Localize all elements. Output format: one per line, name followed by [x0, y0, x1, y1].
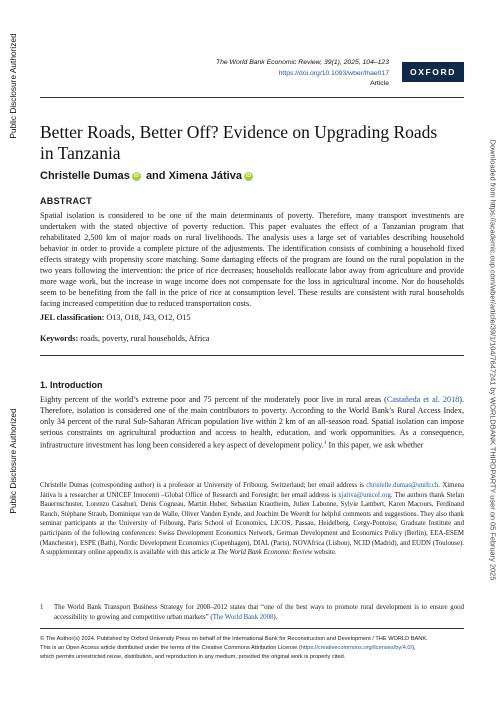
footer-rule	[40, 628, 464, 629]
footnote	[40, 603, 464, 622]
doi-link[interactable]: https://doi.org/10.1093/wber/lhae017	[278, 69, 389, 77]
right-margin	[482, 0, 504, 720]
download-notice: Downloaded from https://academic.oup.com/wber/article/39/1/104/7647241 by WORLDBANK THIRDPARTY user on 05 February 2025	[488, 139, 498, 581]
left-margin	[0, 0, 26, 720]
section-heading-introduction: 1. Introduction	[40, 380, 103, 390]
author-dumas[interactable]: Christelle Dumas	[40, 170, 130, 182]
jel-label: JEL classification:	[40, 313, 105, 322]
license-notice	[40, 635, 464, 662]
footnote-text-block	[40, 603, 464, 622]
note-text: . The authors thank Stefan Bauernschuster, Lorenzo Casaburi, Denis Cogneau, Martin Huber, Sebastian Krautheim, Julien Labonne, Sylvie Lambert, Karen Macours, Ferdinand Rauch, Stéphane Straub, Dominique van de Walle, Oliver Vanden Eynde, and Joachim De Weerdt for helpful comments and suggestions. They also thank seminar participants at the University of Fribourg, Paris School of Economics, LICOS, Passau, Heidelberg, Cergy-Pontoise, Graduate Institute and participants of the following conferences: Swiss Development Economics Network, German Development and Economics Policy (Berlin), EEA-ESEM (Manchester), ESPE (Bath), Nordic Development Economics (Copenhagen), DIAL (Paris), NOVAfrica (Lisbon), NCID (Madrid), and EUDN (Toulouse). A supplementary online appendix is available with this article at	[40, 491, 464, 557]
intro-text: ). Therefore, isolation is considered one of the main contributors to poverty. According to the World Bank’s Rural Access Index, only 34 percent of the rural Sub-Saharan African population live within 2 km of an all-season road. Spatial isolation can impose serious constraints on agricultural production and access to health, education, and work opportunities. As a consequence, infrastructure investment has long been considered a key aspect of development policy.	[40, 395, 464, 450]
journal-citation: The World Bank Economic Review, 39(1), 2025, 104–123	[215, 59, 389, 66]
intro-text: Eighty percent of the world’s extreme poor and 75 percent of the moderately poor live in rural areas (	[40, 395, 387, 404]
email-link[interactable]: christelle.dumas@unifr.ch	[366, 482, 439, 489]
footnote-number: 1	[40, 604, 44, 611]
citation-link[interactable]: Castañeda et al. 2018	[386, 395, 460, 404]
orcid-icon[interactable]: iD	[245, 173, 251, 179]
footnote-marker[interactable]: 1	[323, 440, 327, 446]
license-link[interactable]: https://creativecommons.org/licenses/by/4.0/	[300, 645, 413, 651]
disclosure-label-top: Public Disclosure Authorized	[8, 33, 18, 139]
oxford-logo: OXFORD	[402, 62, 464, 82]
author-line	[40, 170, 255, 182]
disclosure-label-bottom: Public Disclosure Authorized	[8, 408, 18, 514]
jel-classification	[40, 313, 191, 322]
citation-link[interactable]: The World Bank 2008	[212, 613, 274, 621]
keywords	[40, 334, 210, 343]
note-text: Christelle Dumas (corresponding author) is a professor at University of Fribourg, Switzerland; her email address is	[40, 482, 367, 489]
author-note	[40, 481, 464, 558]
section-rule	[40, 355, 464, 356]
license-text: ),	[412, 645, 416, 651]
abstract-heading: ABSTRACT	[40, 196, 92, 206]
footnote-text: The World Bank Transport Business Strategy for 2008–2012 states that “one of the best ways to promote rural development is to ensure good accessibility to growing and competitive urban markets” (	[54, 604, 464, 621]
author-jativa[interactable]: Ximena Játiva	[168, 170, 242, 182]
note-text: . Ximena Játiva is a researcher at UNICEF Innocenti –Global Office of Research and Foresight; her email address is	[40, 482, 465, 499]
author-conjunction: and	[145, 170, 166, 182]
article-title: Better Roads, Better Off? Evidence on Upgrading Roads in Tanzania	[40, 122, 438, 163]
email-link[interactable]: xjativa@unicef.org	[338, 491, 391, 499]
keywords-label: Keywords:	[40, 334, 79, 343]
header-rule	[40, 97, 464, 98]
orcid-icon[interactable]: iD	[133, 173, 139, 179]
jel-codes: O13, O18, J43, O12, O15	[104, 313, 191, 322]
introduction-paragraph	[40, 394, 464, 451]
note-text: website.	[312, 549, 337, 557]
license-text: This is an Open Access article distributed under the terms of the Creative Commons Attribution License (	[40, 645, 301, 651]
article-type: Article	[370, 80, 389, 87]
journal-header	[216, 58, 389, 90]
copyright-line: © The Author(s) 2024. Published by Oxford University Press on behalf of the International Bank for Reconstruction and Development / THE WORLD BANK.	[40, 636, 428, 642]
footnote-text: ).	[273, 613, 278, 621]
abstract-body: Spatial isolation is considered to be one of the main determinants of poverty. Therefore, many transport investments are undertaken with the stated objective of poverty reduction. This paper evaluates the effect of a Tanzanian program that rehabilitated 2,500 km of major roads on rural livelihoods. The analysis uses a large set of variables describing household behavior in order to provide a complete picture of the adjustments. The identification consists of combining a household fixed effects strategy with propensity score matching. Some damaging effects of the program are found on the rural population in the two years following the intervention: the price of rice decreases; households reallocate labor away from agriculture and provide more wage work, but the increase in wage income does not compensate for the loss in agricultural income. Nor do households seem to be benefiting from the fall in the price of rice at consumption level. These results are consistent with rural households facing increased competition due to reduced transportation costs.	[40, 211, 464, 308]
license-text: which permits unrestricted reuse, distribution, and reproduction in any medium, provided the original work is properly cited.	[40, 654, 346, 660]
journal-name: The World Bank Economic Review	[217, 549, 313, 557]
intro-text: In this paper, we ask whether	[326, 440, 424, 450]
keywords-values: roads, poverty, rural households, Africa	[78, 334, 210, 343]
